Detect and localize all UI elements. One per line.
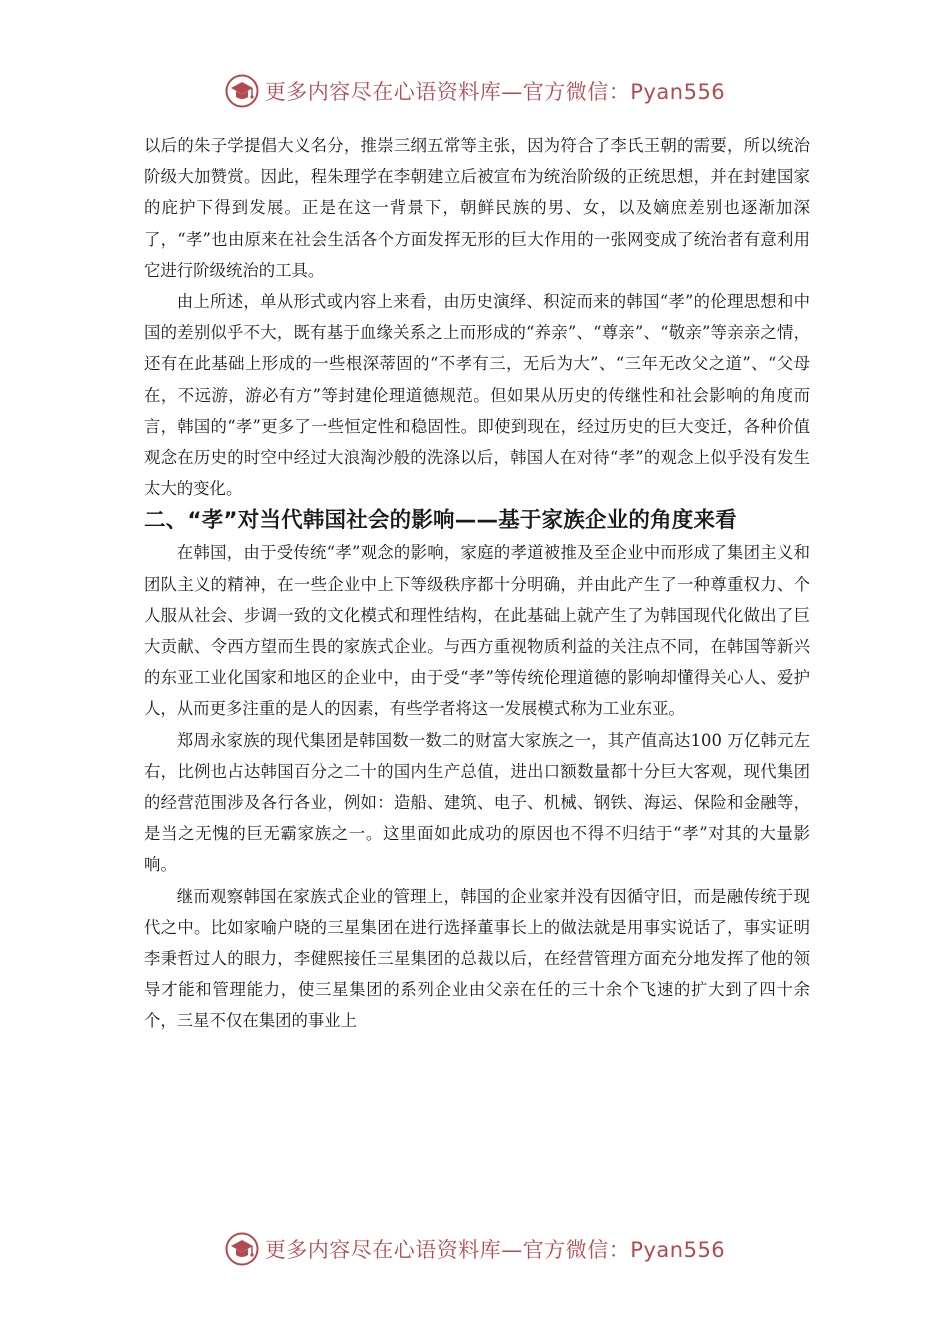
banner-text: 更多内容尽在心语资料库—官方微信：Pyan556 <box>264 80 726 104</box>
mortarboard-icon <box>225 1232 259 1266</box>
paragraph-5: 继而观察韩国在家族式企业的管理上，韩国的企业家并没有因循守旧，而是融传统于现代之中。比如家喻户晓的三星集团在进行选择董事长上的做法就是用事实说话了，事实证明李秉哲过人的眼力，李健熙接任三星集团的总裁以后，在经营管理方面充分地发挥了他的领导才能和管理能力，使三星集团的系列企业由父亲在任的三十余个飞速的扩大到了四十余个，三星不仅在集团的事业上 <box>144 886 810 1031</box>
paragraph-3: 在韩国，由于受传统“孝”观念的影响，家庭的孝道被推及至企业中而形成了集团主义和团队主义的精神，在一些企业中上下等级秩序都十分明确，并由此产生了一种尊重权力、个人服从社会、步调一致的文化模式和理性结构，在此基础上就产生了为韩国现代化做出了巨大贡献、令西方望而生畏的家族式企业。与西方重视物质利益的关注点不同，在韩国等新兴的东亚工业化国家和地区的企业中，由于受“孝”等传统伦理道德的影响却懂得关心人、爱护人，从而更多注重的是人的因素，有些学者将这一发展模式称为工业东亚。 <box>144 543 810 719</box>
paragraph-1: 以后的朱子学提倡大义名分，推崇三纲五常等主张，因为符合了李氏王朝的需要，所以统治阶级大加赞赏。因此，程朱理学在李朝建立后被宣布为统治阶级的正统思想，并在封建国家的庇护下得到发展。正是在这一背景下，朝鲜民族的男、女，以及嫡庶差别也逐渐加深了，“孝”也由原来在社会生活各个方面发挥无形的巨大作用的一张网变成了统治者有意利用它进行阶级统治的工具。 <box>144 136 810 280</box>
section-heading: 二、“孝”对当代韩国社会的影响——基于家族企业的角度来看 <box>144 508 737 534</box>
banner-text: 更多内容尽在心语资料库—官方微信：Pyan556 <box>264 1238 726 1262</box>
header-banner <box>0 74 950 108</box>
paragraph-2: 由上所述，单从形式或内容上来看，由历史演绎、积淀而来的韩国“孝”的伦理思想和中国的差别似乎不大，既有基于血缘关系之上而形成的“养亲”、“尊亲”、“敬亲”等亲亲之情，还有在此基础上形成的一些根深蒂固的“不孝有三，无后为大”、“三年无改父之道”、“父母在，不远游，游必有方”等封建伦理道德规范。但如果从历史的传继性和社会影响的角度而言，韩国的“孝”更多了一些恒定性和稳固性。即使到现在，经过历史的巨大变迁，各种价值观念在历史的时空中经过大浪淘沙般的洗涤以后，韩国人在对待“孝”的观念上似乎没有发生太大的变化。 <box>144 292 810 499</box>
paragraph-4: 郑周永家族的现代集团是韩国数一数二的财富大家族之一，其产值高达100 万亿韩元左右，比例也占达韩国百分之二十的国内生产总值，进出口额数量都十分巨大客观，现代集团的经营范围涉及各行各业，例如：造船、建筑、电子、机械、钢铁、海运、保险和金融等，是当之无愧的巨无霸家族之一。这里面如此成功的原因也不得不归结于“孝”对其的大量影响。 <box>144 730 810 875</box>
mortarboard-icon <box>225 74 259 108</box>
document-body <box>144 130 810 1037</box>
footer-banner <box>0 1232 950 1266</box>
